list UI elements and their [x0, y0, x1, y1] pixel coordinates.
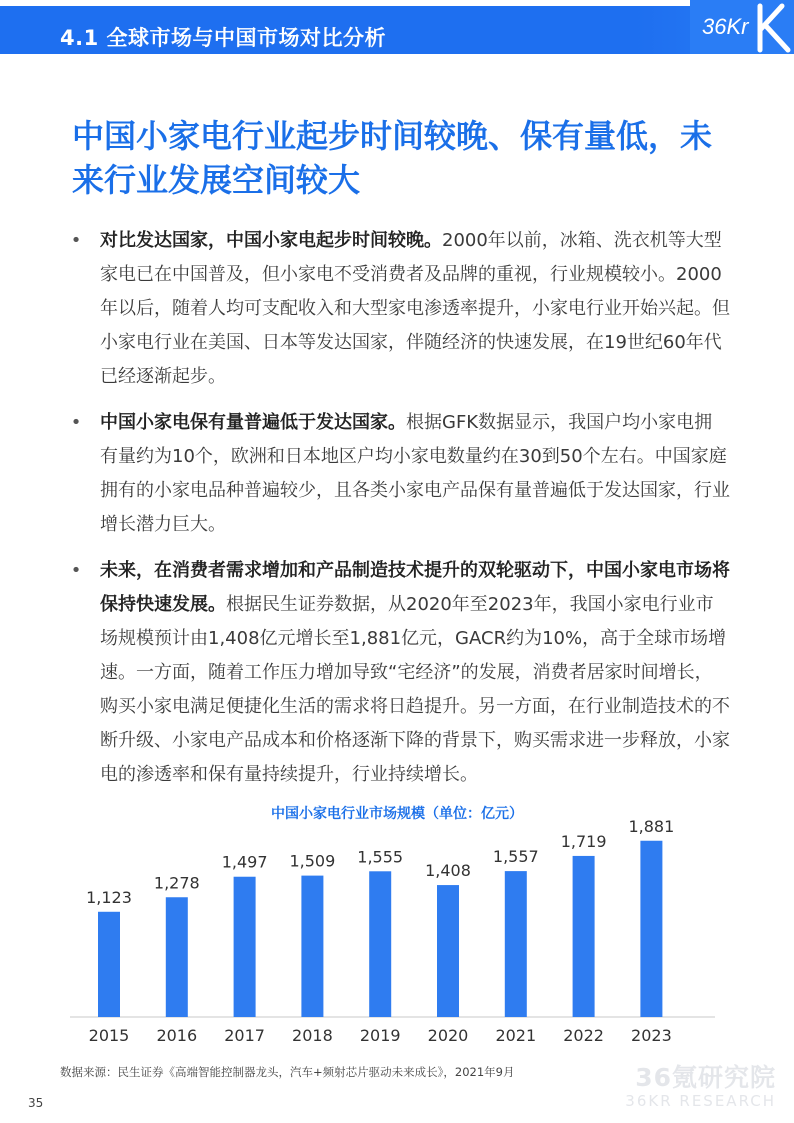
bullet-marker: • — [70, 560, 82, 581]
x-tick-2016: 2016 — [156, 1026, 198, 1045]
data-label-2018: 1,509 — [289, 851, 336, 871]
x-tick-2019: 2019 — [359, 1026, 401, 1045]
bullet-item — [70, 406, 730, 542]
header-bar — [0, 6, 794, 54]
data-label-2020: 1,408 — [425, 861, 471, 881]
data-label-2016: 1,278 — [153, 873, 200, 893]
bar-2017 — [234, 877, 256, 1017]
bullet-lead: 中国小家电保有量普遍低于发达国家。 — [100, 412, 406, 433]
page-number: 35 — [28, 1096, 44, 1110]
data-label-2017: 1,497 — [221, 852, 268, 872]
bar-2019 — [369, 871, 391, 1017]
bar-2021 — [505, 871, 527, 1017]
data-label-2023: 1,881 — [628, 820, 675, 836]
x-tick-2020: 2020 — [427, 1026, 469, 1045]
bar-2022 — [573, 856, 595, 1017]
section-title: 4.1 全球市场与中国市场对比分析 — [60, 26, 387, 50]
bullet-text: 2000年以前，冰箱、洗衣机等大型家电已在中国普及，但小家电不受消费者及品牌的重视，行业规模较小。2000年以后，随着人均可支配收入和大型家电渗透率提升，小家电行业开始兴起。但小家电行业在美国、日本等发达国家，伴随经济的快速发展，在19世纪60年代已经逐渐起步。 — [100, 230, 730, 387]
x-tick-2021: 2021 — [495, 1026, 537, 1045]
data-label-2021: 1,557 — [492, 847, 539, 867]
36kr-logo — [690, 0, 794, 54]
bullet-item — [70, 554, 730, 792]
bar-2015 — [98, 912, 120, 1017]
bar-2018 — [301, 876, 323, 1017]
bullet-text: 根据民生证券数据，从2020年至2023年，我国小家电行业市场规模预计由1,408亿元增长至1,881亿元，GACR约为10%，高于全球市场增速。一方面，随着工作压力增加导致“宅经济”的发展，消费者居家时间增长，购买小家电满足便捷化生活的需求将日趋提升。另一方面，在行业制造技术的不断升级、小家电产品成本和价格逐渐下降的背景下，购买需求进一步释放，小家电的渗透率和保有量持续提升，行业持续增长。 — [100, 594, 730, 785]
bullet-marker: • — [70, 230, 82, 251]
data-label-2015: 1,123 — [86, 887, 132, 907]
watermark-en: 36KR RESEARCH — [625, 1092, 776, 1110]
bullet-item — [70, 224, 730, 394]
bullet-lead: 对比发达国家，中国小家电起步时间较晚。 — [100, 230, 442, 251]
page-headline: 中国小家电行业起步时间较晚、保有量低，未来行业发展空间较大 — [72, 117, 713, 199]
data-label-2019: 1,555 — [357, 847, 404, 867]
x-tick-2018: 2018 — [292, 1026, 333, 1045]
data-source-note: 数据来源：民生证券《高端智能控制器龙头，汽车+频射芯片驱动未来成长》，2021年9月 — [60, 1065, 515, 1079]
svg-text:36Kr: 36Kr — [702, 14, 749, 39]
x-tick-2023: 2023 — [631, 1026, 672, 1045]
bullet-list — [70, 224, 730, 804]
watermark — [625, 1058, 776, 1110]
bullet-marker: • — [70, 412, 82, 433]
bullet-text: 根据GFK数据显示，我国户均小家电拥有量约为10个，欧洲和日本地区户均小家电数量约在30到50个左右。中国家庭拥有的小家电品种普遍较少，且各类小家电产品保有量普遍低于发达国家，行业增长潜力巨大。 — [100, 412, 730, 535]
bar-2020 — [437, 885, 459, 1017]
watermark-cn: 36氪研究院 — [635, 1063, 776, 1092]
x-tick-2015: 2015 — [88, 1026, 130, 1045]
x-tick-2022: 2022 — [563, 1026, 604, 1045]
market-size-bar-chart — [60, 820, 730, 1052]
bar-2023 — [640, 841, 662, 1017]
x-tick-2017: 2017 — [224, 1026, 265, 1045]
chart-title: 中国小家电行业市场规模（单位：亿元） — [271, 806, 523, 822]
bullet-lead: 未来，在消费者需求增加和产品制造技术提升的双轮驱动下，中国小家电市场将保持快速发展。 — [100, 560, 730, 615]
bar-2016 — [166, 897, 188, 1017]
data-label-2022: 1,719 — [560, 831, 607, 851]
